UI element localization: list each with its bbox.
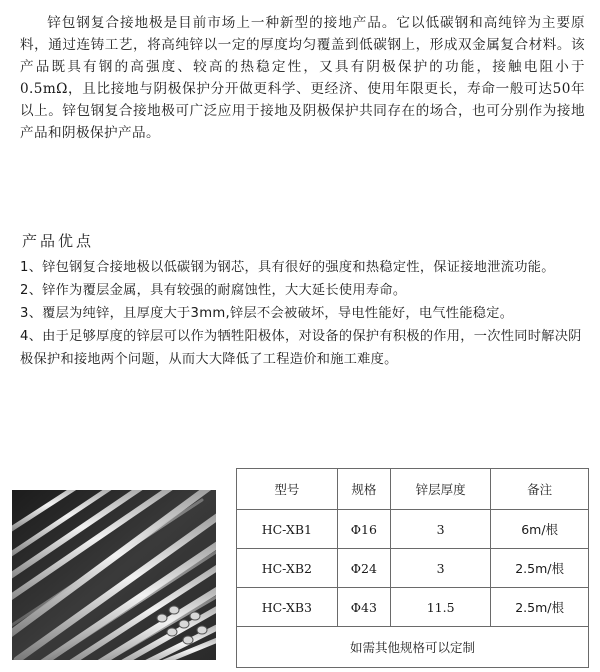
benefit-item: 1、锌包钢复合接地极以低碳钢为钢芯，具有很好的强度和热稳定性，保证接地泄流功能。 (20, 260, 555, 275)
cell-spec: Φ16 (337, 510, 390, 549)
table-row (237, 588, 589, 627)
section-title-advantages: 产品优点 (22, 232, 95, 250)
spec-table (236, 468, 589, 668)
cell-spec: Φ24 (337, 549, 390, 588)
cell-zinc-thickness: 3 (391, 510, 491, 549)
header-remark: 备注 (491, 469, 589, 510)
benefit-item: 3、覆层为纯锌，且厚度大于3mm,锌层不会被破坏，导电性能好，电气性能稳定。 (20, 306, 514, 321)
cell-remark: 6m/根 (491, 510, 589, 549)
cell-zinc-thickness: 11.5 (391, 588, 491, 627)
cell-model: HC-XB2 (237, 549, 338, 588)
cell-model: HC-XB1 (237, 510, 338, 549)
benefit-item: 4、由于足够厚度的锌层可以作为牺牲阳极体，对设备的保护有积极的作用，一次性同时解决阴极保护和接地两个问题，从而大大降低了工程造价和施工难度。 (20, 329, 582, 367)
table-footer-row (237, 627, 589, 668)
cell-zinc-thickness: 3 (391, 549, 491, 588)
header-spec: 规格 (337, 469, 390, 510)
benefit-item: 2、锌作为覆层金属，具有较强的耐腐蚀性，大大延长使用寿命。 (20, 283, 407, 298)
intro-paragraph: 锌包钢复合接地极是目前市场上一种新型的接地产品。它以低碳钢和高纯锌为主要原料，通过连铸工艺，将高纯锌以一定的厚度均匀覆盖到低碳钢上，形成双金属复合材料。该产品既具有钢的高强度、较高的热稳定性，又具有阴极保护的功能，接触电阻小于0.5mΩ，且比接地与阴极保护分开做更科学、更经济、使用年限更长，寿命一般可达50年以上。锌包钢复合接地极可广泛应用于接地及阴极保护共同存在的场合，也可分别作为接地产品和阴极保护产品。 (20, 15, 585, 141)
table-row (237, 549, 589, 588)
product-photo (12, 490, 216, 660)
zinc-rods-image-icon (12, 490, 216, 660)
table-row (237, 510, 589, 549)
cell-remark: 2.5m/根 (491, 549, 589, 588)
header-zinc-thickness: 锌层厚度 (391, 469, 491, 510)
table-header-row (237, 469, 589, 510)
cell-spec: Φ43 (337, 588, 390, 627)
cell-model: HC-XB3 (237, 588, 338, 627)
custom-spec-note: 如需其他规格可以定制 (237, 627, 589, 668)
cell-remark: 2.5m/根 (491, 588, 589, 627)
benefits-list (20, 256, 585, 371)
header-model: 型号 (237, 469, 338, 510)
